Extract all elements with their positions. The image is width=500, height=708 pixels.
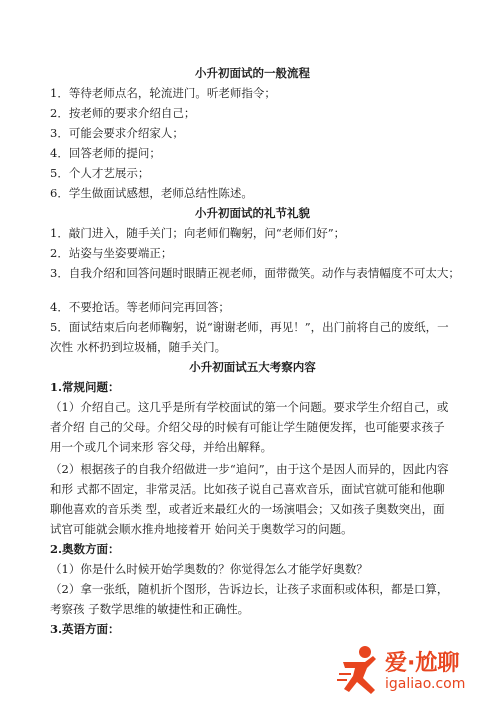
paragraph-line: 和形 式都不固定，非常灵活。比如孩子说自己喜欢音乐，面试官就可能和他聊 <box>50 482 445 496</box>
runner-icon <box>335 644 381 696</box>
section-title: 小升初面试的一般流程 <box>195 66 310 80</box>
list-item: 2．站姿与坐姿要端正； <box>50 246 173 260</box>
section-title: 小升初面试的礼节礼貌 <box>195 206 310 220</box>
paragraph-line: 考察孩 子数学思维的敏捷性和正确性。 <box>50 602 250 616</box>
list-item: 4．回答老师的提问； <box>50 146 161 160</box>
list-item: 2．按老师的要求介绍自己； <box>50 106 196 120</box>
paragraph-line: （2）拿一张纸，随机折个图形，告诉边长，让孩子求面积或体积，都是口算， <box>50 582 449 596</box>
watermark-url: igaliao.com <box>385 676 466 692</box>
paragraph-line: 者介绍 自己的父母。介绍父母的时候有可能让学生随便发挥，也可能要求孩子 <box>50 420 445 434</box>
list-item: 5．面试结束后向老师鞠躬，说“谢谢老师，再见！”，出门前将自己的废纸，一 <box>50 320 449 334</box>
list-item: 6．学生做面试感想，老师总结性陈述。 <box>50 186 253 200</box>
subheading: 3.英语方面： <box>50 622 120 636</box>
list-item: 3．自我介绍和回答问题时眼睛正视老师，面带微笑。动作与表情幅度不可太大； <box>50 266 460 280</box>
watermark-brand: 爱·尬聊 <box>385 651 460 676</box>
paragraph-line: 试官可能就会顺水推舟地接着开 始问关于奥数学习的问题。 <box>50 522 353 536</box>
list-item: 次性 水杯扔到垃圾桶，随手关门。 <box>50 340 227 354</box>
watermark-logo <box>335 640 495 700</box>
paragraph-line: （1）介绍自己。这几乎是所有学校面试的第一个问题。要求学生介绍自己，或 <box>50 400 449 414</box>
list-item: 1．敲门进入，随手关门；向老师们鞠躬，问“老师们好”； <box>50 226 346 240</box>
list-item: 4．不要抢话。等老师问完再回答； <box>50 300 230 314</box>
paragraph-line: （2）根据孩子的自我介绍做进一步“追问”，由于这个是因人而异的，因此内容 <box>50 462 449 476</box>
paragraph-line: （1）你是什么时候开始学奥数的？你觉得怎么才能学好奥数？ <box>50 562 368 576</box>
paragraph-line: 用一个或几个词来形 容父母，并给出解释。 <box>50 440 273 454</box>
subheading: 2.奥数方面： <box>50 542 120 556</box>
list-item: 3．可能会要求介绍家人； <box>50 126 184 140</box>
list-item: 1．等待老师点名，轮流进门。听老师指令； <box>50 86 276 100</box>
section-title: 小升初面试五大考察内容 <box>189 360 316 374</box>
paragraph-line: 聊他喜欢的音乐类 型，或者近来最红火的一场演唱会；又如孩子奥数突出，面 <box>50 502 445 516</box>
subheading: 1.常规问题： <box>50 380 120 394</box>
list-item: 5．个人才艺展示； <box>50 166 150 180</box>
